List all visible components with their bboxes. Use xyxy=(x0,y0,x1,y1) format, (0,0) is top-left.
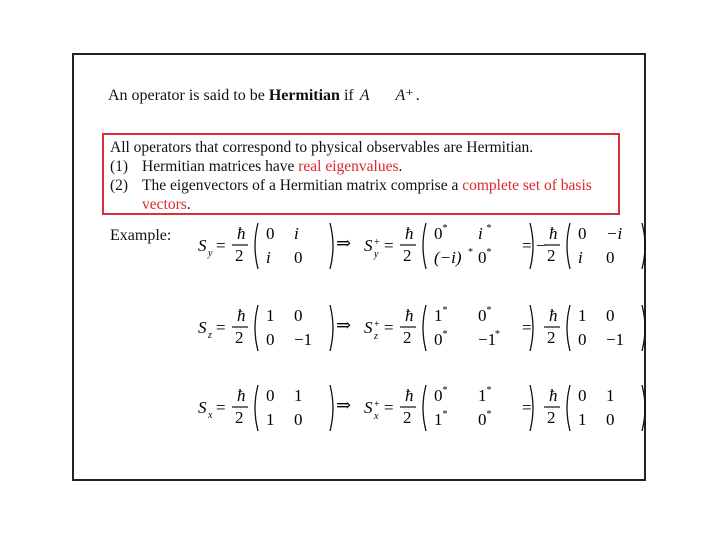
hbar: ħ xyxy=(549,224,558,243)
adjoint-symbol: S xyxy=(364,236,373,255)
implies-arrow: ⇒ xyxy=(336,395,352,415)
lhs-matrix-right-paren xyxy=(330,305,333,351)
adjoint-superscript: + xyxy=(374,399,380,410)
conjugate-matrix-conj-star: * xyxy=(486,223,492,234)
result-matrix-cell: 0 xyxy=(606,306,615,325)
equals-sign: = xyxy=(522,236,532,255)
lhs-matrix-left-paren xyxy=(255,305,258,351)
conjugate-matrix-cell: 0 xyxy=(478,248,487,267)
lhs-matrix-cell: 0 xyxy=(266,330,275,349)
adjoint-symbol: S xyxy=(364,398,373,417)
intro-text: An operator is said to be xyxy=(108,87,269,104)
item-1-highlight: real eigenvalues xyxy=(298,158,399,175)
lhs-matrix-cell: 0 xyxy=(266,386,275,405)
denominator-two: 2 xyxy=(547,328,556,347)
result-matrix-right-paren xyxy=(642,223,645,269)
conjugate-matrix-cell: −1 xyxy=(478,330,497,349)
lhs-matrix-cell: i xyxy=(266,248,271,267)
operator-symbol: S xyxy=(198,236,207,255)
minus-sign: − xyxy=(536,236,546,255)
intro-operator: A xyxy=(359,87,370,104)
box-line-1: All operators that correspond to physical observables are Hermitian. xyxy=(110,139,534,156)
denominator-two: 2 xyxy=(403,328,412,347)
operator-subscript: x xyxy=(208,410,213,421)
denominator-two: 2 xyxy=(403,246,412,265)
item-2-highlight: complete set of basis xyxy=(462,177,592,194)
denominator-two: 2 xyxy=(547,246,556,265)
conjugate-matrix-conj-star: * xyxy=(486,409,492,420)
lhs-matrix-cell: 1 xyxy=(294,386,303,405)
conjugate-matrix-conj-star: * xyxy=(442,223,448,234)
intro-suffix: if xyxy=(339,87,358,104)
result-matrix-cell: 0 xyxy=(578,330,587,349)
item-2-end: . xyxy=(186,196,191,213)
equals-sign: = xyxy=(384,398,394,417)
lhs-matrix-left-paren xyxy=(255,385,258,431)
denominator-two: 2 xyxy=(547,408,556,427)
implies-arrow: ⇒ xyxy=(336,315,352,335)
adjoint-symbol: S xyxy=(364,318,373,337)
conjugate-matrix-cell: 0 xyxy=(434,224,443,243)
conjugate-matrix-conj-star: * xyxy=(495,329,500,340)
lhs-matrix-cell: 1 xyxy=(266,306,275,325)
hbar: ħ xyxy=(405,306,414,325)
item-2-text: The eigenvectors of a Hermitian matrix comprise a xyxy=(142,177,463,194)
intro-operator-dagger: A⁺ xyxy=(395,87,414,104)
conjugate-matrix-conj-star: * xyxy=(442,385,448,396)
lhs-matrix-cell: 1 xyxy=(266,410,275,429)
intro-end: . xyxy=(415,87,420,104)
conjugate-matrix-cell: 1 xyxy=(478,386,487,405)
conjugate-matrix-conj-star: * xyxy=(486,305,492,316)
result-matrix-cell: 1 xyxy=(606,386,615,405)
item-1-text: Hermitian matrices have xyxy=(142,158,299,175)
conjugate-matrix-left-paren xyxy=(423,223,426,269)
equals-sign: = xyxy=(216,318,226,337)
hbar: ħ xyxy=(405,386,414,405)
conjugate-matrix-conj-star: * xyxy=(442,305,448,316)
hbar: ħ xyxy=(549,306,558,325)
conjugate-matrix-conj-star: * xyxy=(442,409,448,420)
implies-arrow: ⇒ xyxy=(336,233,352,253)
result-matrix-left-paren xyxy=(567,385,570,431)
equals-sign: = xyxy=(216,236,226,255)
hbar: ħ xyxy=(549,386,558,405)
lhs-matrix-cell: 0 xyxy=(266,224,275,243)
hbar: ħ xyxy=(237,386,246,405)
result-matrix-cell: 0 xyxy=(606,248,615,267)
adjoint-superscript: + xyxy=(374,237,380,248)
lhs-matrix-left-paren xyxy=(255,223,258,269)
result-matrix-cell: 0 xyxy=(578,224,587,243)
lhs-matrix-cell: i xyxy=(294,224,299,243)
result-matrix-cell: 0 xyxy=(578,386,587,405)
item-2-number: (2) xyxy=(110,177,129,194)
equals-sign: = xyxy=(384,318,394,337)
equation-sx xyxy=(198,385,645,431)
hbar: ħ xyxy=(405,224,414,243)
denominator-two: 2 xyxy=(235,246,244,265)
hbar: ħ xyxy=(237,224,246,243)
conjugate-matrix-cell: 1 xyxy=(434,306,443,325)
equals-sign: = xyxy=(522,398,532,417)
result-matrix-cell: i xyxy=(578,248,583,267)
result-matrix-right-paren xyxy=(642,385,645,431)
lhs-matrix-cell: 0 xyxy=(294,248,303,267)
conjugate-matrix-left-paren xyxy=(423,385,426,431)
conjugate-matrix-conj-star: * xyxy=(442,329,448,340)
equations-area xyxy=(74,55,648,483)
hbar: ħ xyxy=(237,306,246,325)
lhs-matrix-cell: 0 xyxy=(294,410,303,429)
adjoint-superscript: + xyxy=(374,319,380,330)
item-1-number: (1) xyxy=(110,158,129,175)
conjugate-matrix-cell: (−i) xyxy=(434,248,462,267)
equals-sign: = xyxy=(384,236,394,255)
result-matrix-right-paren xyxy=(642,305,645,351)
equation-sz xyxy=(198,305,645,351)
conjugate-matrix-conj-star: * xyxy=(468,247,473,258)
result-matrix-cell: −i xyxy=(606,224,623,243)
example-label: Example: xyxy=(110,227,172,244)
lhs-matrix-cell: −1 xyxy=(294,330,313,349)
equals-sign: = xyxy=(522,318,532,337)
result-matrix-cell: 1 xyxy=(578,306,587,325)
conjugate-matrix-cell: 0 xyxy=(434,386,443,405)
result-matrix-left-paren xyxy=(567,305,570,351)
conjugate-matrix-cell: 0 xyxy=(434,330,443,349)
item-1-end: . xyxy=(398,158,403,175)
result-matrix-cell: −1 xyxy=(606,330,625,349)
item-2-highlight-cont: vectors xyxy=(142,196,187,213)
adjoint-subscript: z xyxy=(374,331,378,342)
conjugate-matrix-conj-star: * xyxy=(486,385,492,396)
conjugate-matrix-cell: 0 xyxy=(478,410,487,429)
conjugate-matrix-cell: 0 xyxy=(478,306,487,325)
equals-sign: = xyxy=(216,398,226,417)
equation-sy xyxy=(198,223,645,269)
result-matrix-left-paren xyxy=(567,223,570,269)
adjoint-subscript: x xyxy=(374,411,379,422)
result-matrix-cell: 1 xyxy=(578,410,587,429)
conjugate-matrix-conj-star: * xyxy=(486,247,492,258)
conjugate-matrix-cell: 1 xyxy=(434,410,443,429)
lhs-matrix-cell: 0 xyxy=(294,306,303,325)
operator-symbol: S xyxy=(198,398,207,417)
intro-bold-term: Hermitian xyxy=(268,87,340,104)
slide-frame xyxy=(72,53,646,481)
result-matrix-cell: 0 xyxy=(606,410,615,429)
denominator-two: 2 xyxy=(235,408,244,427)
operator-symbol: S xyxy=(198,318,207,337)
conjugate-matrix-cell: i xyxy=(478,224,483,243)
denominator-two: 2 xyxy=(235,328,244,347)
conjugate-matrix-left-paren xyxy=(423,305,426,351)
operator-subscript: z xyxy=(208,330,212,341)
denominator-two: 2 xyxy=(403,408,412,427)
lhs-matrix-right-paren xyxy=(330,223,333,269)
operator-subscript: y xyxy=(208,248,213,259)
lhs-matrix-right-paren xyxy=(330,385,333,431)
adjoint-subscript: y xyxy=(374,249,379,260)
